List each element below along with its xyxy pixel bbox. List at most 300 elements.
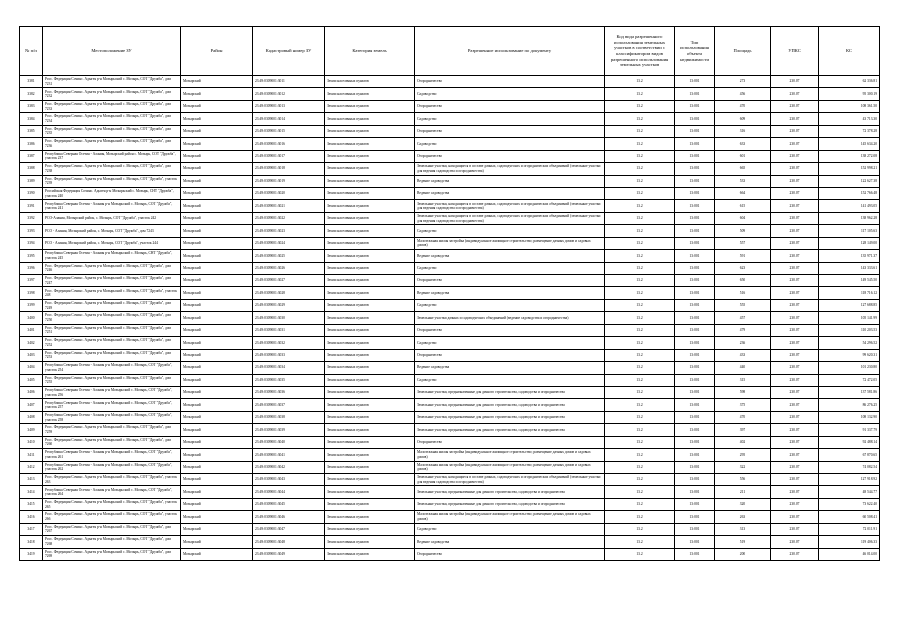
cadastral-number-cell: 23:49:0309001:3044 [253,486,325,498]
row-number-cell: 3395 [20,250,43,262]
permitted-use-cell: Огородничество [415,349,605,361]
location-cell: Республика Северная Осетия - Алания р-н Мозырьский с. Мозырь, СОТ "Дружба", участок 262 [43,461,181,473]
ks-cell: 101 230.80 [819,362,880,374]
use-code-cell: 13.2 [605,175,675,187]
land-category-cell: Земли населенных пунктов [325,498,415,510]
ks-cell: 86 276.25 [819,399,880,411]
header-ks: КС [819,27,880,76]
permitted-use-cell: Земельные участки, предназначенные для дачного строительства, садоводства и огородничества [415,498,605,510]
header-permitted-use: Разрешенное использование по документу [415,27,605,76]
ks-cell: 149 545.50 [819,275,880,287]
use-code-cell: 13.2 [605,225,675,237]
use-type-cell: 13:001 [675,486,715,498]
district-cell: Мозырский [181,511,253,523]
permitted-use-cell: Земельные участки, предназначенные для дачного строительства, садоводства и огородничества [415,424,605,436]
table-row [20,163,880,175]
use-type-cell: 13:001 [675,163,715,175]
header-area: Площадь [715,27,771,76]
permitted-use-cell: Малоэтажная жилая застройка (индивидуальное жилищное строительство; размещение дачных домов и садовых домов) [415,461,605,473]
district-cell: Мозырский [181,237,253,249]
permitted-use-cell: Ведение садоводства [415,175,605,187]
land-category-cell: Земли населенных пунктов [325,411,415,423]
district-cell: Мозырский [181,187,253,199]
table-row [20,212,880,224]
area-cell: 519 [715,536,771,548]
ks-cell: 152 998.21 [819,163,880,175]
ks-cell: 72 472.05 [819,374,880,386]
upks-cell: 230.07 [771,424,819,436]
area-cell: 604 [715,212,771,224]
permitted-use-cell: Малоэтажная жилая застройка (индивидуальное жилищное строительство; размещение дачных домов и садовых домов) [415,237,605,249]
ks-cell: 46 014.00 [819,548,880,560]
row-number-cell: 3389 [20,175,43,187]
location-cell: Росс. Федерация Сочинс. Адыгея р-н Мозырьский с. Мозырь, СОТ "Дружба", участок 248 [43,287,181,299]
ks-cell: 118 716.12 [819,287,880,299]
district-cell: Мозырский [181,299,253,311]
cadastral-number-cell: 23:49:0309001:3019 [253,175,325,187]
use-type-cell: 13:001 [675,424,715,436]
use-code-cell: 13.2 [605,474,675,486]
area-cell: 315 [715,374,771,386]
ks-cell: 48 544.77 [819,486,880,498]
area-cell: 533 [715,175,771,187]
area-cell: 295 [715,449,771,461]
district-cell: Мозырский [181,76,253,88]
area-cell: 211 [715,486,771,498]
district-cell: Мозырский [181,312,253,324]
district-cell: Мозырский [181,424,253,436]
table-row [20,312,880,324]
table-row [20,237,880,249]
use-type-cell: 13:001 [675,498,715,510]
upks-cell: 230.07 [771,113,819,125]
use-code-cell: 13.2 [605,511,675,523]
permitted-use-cell: Огородничество [415,436,605,448]
row-number-cell: 3390 [20,187,43,199]
permitted-use-cell: Ведение садоводства [415,250,605,262]
ks-cell: 99 620.31 [819,349,880,361]
cadastral-number-cell: 23:49:0309001:3048 [253,536,325,548]
use-code-cell: 13.2 [605,212,675,224]
permitted-use-cell: Земельные участки, предназначенные для дачного строительства, садоводства и огородничества [415,386,605,398]
use-type-cell: 13:001 [675,299,715,311]
upks-cell: 230.07 [771,88,819,100]
use-type-cell: 13:001 [675,76,715,88]
permitted-use-cell: Огородничество [415,324,605,336]
row-number-cell: 3408 [20,411,43,423]
row-number-cell: 3382 [20,88,43,100]
ks-cell: 127 688.85 [819,299,880,311]
area-cell: 664 [715,187,771,199]
location-cell: Республика Северная Осетия - Алания р-н Мозырьский с. Мозырь, СОТ "Дружба", участок 258 [43,411,181,423]
table-row [20,225,880,237]
area-cell: 273 [715,76,771,88]
header-num: № п/п [20,27,43,76]
location-cell: Росс. Федерация Сочинс. Адыгея р-н Мозырьский с. Мозырь, СОТ "Дружба", дом 7255 [43,374,181,386]
use-code-cell: 13.2 [605,374,675,386]
cadastral-number-cell: 23:49:0309001:3023 [253,225,325,237]
district-cell: Мозырский [181,88,253,100]
upks-cell: 230.07 [771,200,819,212]
use-type-cell: 13:001 [675,362,715,374]
use-type-cell: 13:001 [675,212,715,224]
ks-cell: 105 141.99 [819,312,880,324]
district-cell: Мозырский [181,175,253,187]
upks-cell: 230.07 [771,374,819,386]
row-number-cell: 3398 [20,287,43,299]
permitted-use-cell: Земельные участки, находящиеся в составе дачных, садоводческих и огороднических объединений (земельные участки для ведения садоводства и огородничества) [415,163,605,175]
land-category-cell: Земли населенных пунктов [325,150,415,162]
ks-cell: 145 634.20 [819,138,880,150]
permitted-use-cell: Ведение садоводства [415,362,605,374]
ks-cell: 108 132.90 [819,411,880,423]
cadastral-number-cell: 23:49:0309001:3034 [253,362,325,374]
row-number-cell: 3385 [20,125,43,137]
area-cell: 516 [715,287,771,299]
cadastral-number-cell: 23:49:0309001:3011 [253,76,325,88]
cadastral-number-cell: 23:49:0309001:3031 [253,324,325,336]
table-row [20,287,880,299]
land-category-cell: Земли населенных пунктов [325,225,415,237]
location-cell: Росс. Федерация Сочинс. Адыгея р-н Мозырьский с. Мозырь, СОТ "Дружба", дом 7250 [43,312,181,324]
row-number-cell: 3388 [20,163,43,175]
use-code-cell: 13.2 [605,424,675,436]
permitted-use-cell: Огородничество [415,548,605,560]
ks-cell: 110 203.53 [819,324,880,336]
upks-cell: 230.07 [771,486,819,498]
upks-cell: 230.07 [771,275,819,287]
district-cell: Мозырский [181,449,253,461]
row-number-cell: 3403 [20,349,43,361]
district-cell: Мозырский [181,200,253,212]
use-code-cell: 13.2 [605,399,675,411]
cadastral-number-cell: 23:49:0309001:3020 [253,187,325,199]
table-row [20,449,880,461]
location-cell: Росс. Федерация Сочинс. Адыгея р-н Мозырьский с. Мозырь, СОТ "Дружба", дом 7249 [43,299,181,311]
use-code-cell: 13.2 [605,138,675,150]
land-category-cell: Земли населенных пунктов [325,399,415,411]
district-cell: Мозырский [181,461,253,473]
use-type-cell: 13:001 [675,312,715,324]
location-cell: Росс. Федерация Сочинс. Адыгея р-н Мозырьский с. Мозырь, СОТ "Дружба", дом 7231 [43,76,181,88]
upks-cell: 230.07 [771,523,819,535]
cadastral-number-cell: 23:49:0309001:3039 [253,424,325,436]
row-number-cell: 3383 [20,100,43,112]
cadastral-number-cell: 23:49:0309001:3047 [253,523,325,535]
location-cell: Росс. Федерация Сочинс. Адыгея р-н Мозырьский с. Мозырь, СОТ "Дружба", участок 265 [43,498,181,510]
ks-cell: 91 337.79 [819,424,880,436]
use-type-cell: 13:001 [675,411,715,423]
area-cell: 598 [715,386,771,398]
land-category-cell: Земли населенных пунктов [325,88,415,100]
table-row [20,324,880,336]
permitted-use-cell: Земельные участки, находящиеся в составе дачных, садоводческих и огороднических объединений (земельные участки для ведения садоводства и огородничества) [415,474,605,486]
land-category-cell: Земли населенных пунктов [325,262,415,274]
ks-cell: 141 493.05 [819,200,880,212]
header-cadastral-number: Кадастровый номер ЗУ [253,27,325,76]
ks-cell: 108 361.50 [819,100,880,112]
permitted-use-cell: Земельные участки, предназначенные для дачного строительства, садоводства и огородничества [415,411,605,423]
location-cell: Республика Северная Осетия - Алания р-н Мозырьский с. Мозырь, СОТ "Дружба", участок 264 [43,486,181,498]
table-row [20,498,880,510]
table-row [20,275,880,287]
table-row [20,88,880,100]
district-cell: Мозырский [181,225,253,237]
use-type-cell: 13:001 [675,436,715,448]
district-cell: Мозырский [181,324,253,336]
district-cell: Мозырский [181,548,253,560]
upks-cell: 230.07 [771,138,819,150]
use-type-cell: 13:001 [675,287,715,299]
land-category-cell: Земли населенных пунктов [325,299,415,311]
use-code-cell: 13.2 [605,386,675,398]
table-row [20,474,880,486]
location-cell: Росс. Федерация Сочинс. Адыгея р-н Мозырьский с. Мозырь, СОТ "Дружба", дом 7259 [43,424,181,436]
district-cell: Мозырский [181,163,253,175]
permitted-use-cell: Садоводство [415,88,605,100]
use-type-cell: 13:001 [675,138,715,150]
cadastral-number-cell: 23:49:0309001:3029 [253,299,325,311]
district-cell: Мозырский [181,486,253,498]
use-code-cell: 13.2 [605,299,675,311]
land-category-cell: Земли населенных пунктов [325,337,415,349]
table-row [20,511,880,523]
area-cell: 623 [715,262,771,274]
land-category-cell: Земли населенных пунктов [325,436,415,448]
use-type-cell: 13:001 [675,449,715,461]
upks-cell: 230.07 [771,76,819,88]
row-number-cell: 3411 [20,449,43,461]
land-category-cell: Земли населенных пунктов [325,275,415,287]
location-cell: Росс. Федерация Сочинс. Адыгея р-н Мозырьский с. Мозырь, СОТ "Дружба", дом 7235 [43,125,181,137]
use-code-cell: 13.2 [605,523,675,535]
use-code-cell: 13.2 [605,88,675,100]
cadastral-number-cell: 23:49:0309001:3018 [253,163,325,175]
district-cell: Мозырский [181,100,253,112]
use-code-cell: 13.2 [605,449,675,461]
location-cell: Росс. Федерация Сочинс. Адыгея р-н Мозырьский с. Мозырь, СОТ "Дружба", дом 7236 [43,138,181,150]
permitted-use-cell: Огородничество [415,150,605,162]
land-category-cell: Земли населенных пунктов [325,125,415,137]
use-code-cell: 13.2 [605,275,675,287]
cadastral-number-cell: 23:49:0309001:3042 [253,461,325,473]
use-code-cell: 13.2 [605,324,675,336]
table-row [20,374,880,386]
use-type-cell: 13:001 [675,474,715,486]
upks-cell: 230.07 [771,411,819,423]
location-cell: Росс. Федерация Сочинс. Адыгея р-н Мозырьский с. Мозырь, СОТ "Дружба", дом 7252 [43,337,181,349]
upks-cell: 230.07 [771,511,819,523]
use-code-cell: 13.2 [605,150,675,162]
upks-cell: 230.07 [771,386,819,398]
use-type-cell: 13:001 [675,100,715,112]
ks-cell: 54 296.52 [819,337,880,349]
land-category-cell: Земли населенных пунктов [325,424,415,436]
table-row [20,411,880,423]
location-cell: Росс. Федерация Сочинс. Адыгея р-н Мозырьский с. Мозырь, СОТ "Дружба", дом 7238 [43,163,181,175]
district-cell: Мозырский [181,212,253,224]
district-cell: Мозырский [181,399,253,411]
land-category-cell: Земли населенных пунктов [325,187,415,199]
use-type-cell: 13:001 [675,349,715,361]
upks-cell: 230.07 [771,150,819,162]
ks-cell: 67 870.65 [819,449,880,461]
ks-cell: 138 962.28 [819,212,880,224]
district-cell: Мозырский [181,536,253,548]
use-code-cell: 13.2 [605,337,675,349]
upks-cell: 230.07 [771,250,819,262]
location-cell: Росс. Федерация Сочинс. Адыгея р-н Мозырьский с. Мозырь, СОТ "Дружба", дом 7232 [43,88,181,100]
use-code-cell: 13.2 [605,76,675,88]
land-category-cell: Земли населенных пунктов [325,374,415,386]
use-type-cell: 13:001 [675,187,715,199]
area-cell: 615 [715,200,771,212]
location-cell: Росс. Федерация Сочинс. Адыгея р-н Мозырьский с. Мозырь, СОТ "Дружба", участок 266 [43,511,181,523]
permitted-use-cell: Огородничество [415,275,605,287]
use-type-cell: 13:001 [675,250,715,262]
use-code-cell: 13.2 [605,411,675,423]
row-number-cell: 3381 [20,76,43,88]
row-number-cell: 3409 [20,424,43,436]
table-row [20,299,880,311]
table-row [20,424,880,436]
ks-cell: 92 488.14 [819,436,880,448]
row-number-cell: 3400 [20,312,43,324]
use-code-cell: 13.2 [605,250,675,262]
ks-cell: 60 508.41 [819,511,880,523]
land-category-cell: Земли населенных пунктов [325,486,415,498]
ks-cell: 138 272.08 [819,150,880,162]
district-cell: Mозырский [181,411,253,423]
land-category-cell: Земли населенных пунктов [325,76,415,88]
cadastral-number-cell: 23:49:0309001:3049 [253,548,325,560]
use-type-cell: 13:001 [675,125,715,137]
land-category-cell: Земли населенных пунктов [325,523,415,535]
header-use-type: Тип использования объекта недвижимости [675,27,715,76]
row-number-cell: 3402 [20,337,43,349]
row-number-cell: 3386 [20,138,43,150]
location-cell: Росс. Федерация Сочинс. Адыгея р-н Мозырьский с. Мозырь, СОТ "Дружба", дом 7267 [43,523,181,535]
area-cell: 200 [715,548,771,560]
area-cell: 470 [715,100,771,112]
land-category-cell: Земли населенных пунктов [325,138,415,150]
permitted-use-cell: Садоводство [415,337,605,349]
row-number-cell: 3414 [20,486,43,498]
district-cell: Мозырский [181,337,253,349]
upks-cell: 230.07 [771,498,819,510]
ks-cell: 72 378.28 [819,125,880,137]
use-type-cell: 13:001 [675,262,715,274]
permitted-use-cell: Земельные участки, находящиеся в составе дачных, садоводческих и огороднических объединений (земельные участки для ведения садоводства и огородничества) [415,200,605,212]
permitted-use-cell: Малоэтажная жилая застройка (индивидуальное жилищное строительство; размещение дачных домов и садовых домов) [415,449,605,461]
use-code-cell: 13.2 [605,461,675,473]
location-cell: РСО - Алания, Мозырский район, с. Мозырь, СОТ "Дружба", дом 7243 [43,225,181,237]
ks-cell: 122 627.38 [819,175,880,187]
district-cell: Мозырский [181,362,253,374]
use-type-cell: 13:001 [675,324,715,336]
ks-cell: 127 918.92 [819,474,880,486]
use-code-cell: 13.2 [605,362,675,374]
header-district: Район [181,27,253,76]
location-cell: Республика Северная Осетия - Алания р-н Мозырьский с. Мозырь, СОТ "Дружба", участок 261 [43,449,181,461]
land-category-cell: Земли населенных пунктов [325,349,415,361]
land-category-cell: Земли населенных пунктов [325,548,415,560]
row-number-cell: 3392 [20,212,43,224]
table-row [20,200,880,212]
area-cell: 601 [715,150,771,162]
location-cell: РСО-Алания, Мозырский район, с. Мозырь, СОТ "Дружба", участок 242 [43,212,181,224]
area-cell: 470 [715,411,771,423]
land-category-cell: Земли населенных пунктов [325,237,415,249]
upks-cell: 230.07 [771,436,819,448]
table-row [20,548,880,560]
district-cell: Мозырский [181,125,253,137]
upks-cell: 230.07 [771,324,819,336]
permitted-use-cell: Земельные участки дачных и садоводческих объединений (ведение садоводства и огородничества) [415,312,605,324]
cadastral-number-cell: 23:49:0309001:3017 [253,150,325,162]
permitted-use-cell: Земельные участки, предназначенные для дачного строительства, садоводства и огородничества [415,486,605,498]
cadastral-number-cell: 23:49:0309001:3030 [253,312,325,324]
permitted-use-cell: Земельные участки, предназначенные для дачного строительства, садоводства и огородничества [415,399,605,411]
use-code-cell: 13.2 [605,498,675,510]
permitted-use-cell: Огородничество [415,100,605,112]
land-category-cell: Земли населенных пунктов [325,287,415,299]
permitted-use-cell: Садоводство [415,138,605,150]
use-type-cell: 13:001 [675,374,715,386]
ks-cell: 128 149.00 [819,237,880,249]
table-body [20,76,880,561]
location-cell: Республика Северная Осетия - Алания р-н Мозырьский с. Мозырь, СОТ "Дружба", участок 256 [43,386,181,398]
use-code-cell: 13.2 [605,200,675,212]
cadastral-number-cell: 23:49:0309001:3038 [253,411,325,423]
table-row [20,523,880,535]
use-code-cell: 13.2 [605,113,675,125]
ks-cell: 72 011.91 [819,523,880,535]
row-number-cell: 3406 [20,386,43,398]
row-number-cell: 3401 [20,324,43,336]
district-cell: Мозырский [181,474,253,486]
land-category-cell: Земли населенных пунктов [325,362,415,374]
use-code-cell: 13.2 [605,163,675,175]
use-type-cell: 13:001 [675,113,715,125]
table-row [20,175,880,187]
upks-cell: 230.07 [771,187,819,199]
cadastral-number-cell: 23:49:0309001:3015 [253,125,325,137]
land-category-cell: Земли населенных пунктов [325,200,415,212]
area-cell: 609 [715,113,771,125]
area-cell: 457 [715,312,771,324]
permitted-use-cell: Садоводство [415,225,605,237]
row-number-cell: 3418 [20,536,43,548]
row-number-cell: 3387 [20,150,43,162]
table-row [20,250,880,262]
ks-cell: 95 300.19 [819,88,880,100]
row-number-cell: 3397 [20,275,43,287]
table-row [20,113,880,125]
use-code-cell: 13.2 [605,536,675,548]
cadastral-number-cell: 23:49:0309001:3040 [253,436,325,448]
permitted-use-cell: Земельные участки, находящиеся в составе дачных, садоводческих и огороднических объединений (земельные участки для ведения садоводства и огородничества) [415,212,605,224]
upks-cell: 230.07 [771,225,819,237]
upks-cell: 230.07 [771,461,819,473]
area-cell: 316 [715,125,771,137]
area-cell: 402 [715,436,771,448]
upks-cell: 230.07 [771,312,819,324]
cadastral-number-cell: 23:49:0309001:3022 [253,212,325,224]
location-cell: Росс. Федерация Сочинс. Адыгея р-н Мозырьский с. Мозырь, СОТ "Дружба", дом 7234 [43,113,181,125]
table-row [20,436,880,448]
permitted-use-cell: Ведение садоводства [415,287,605,299]
